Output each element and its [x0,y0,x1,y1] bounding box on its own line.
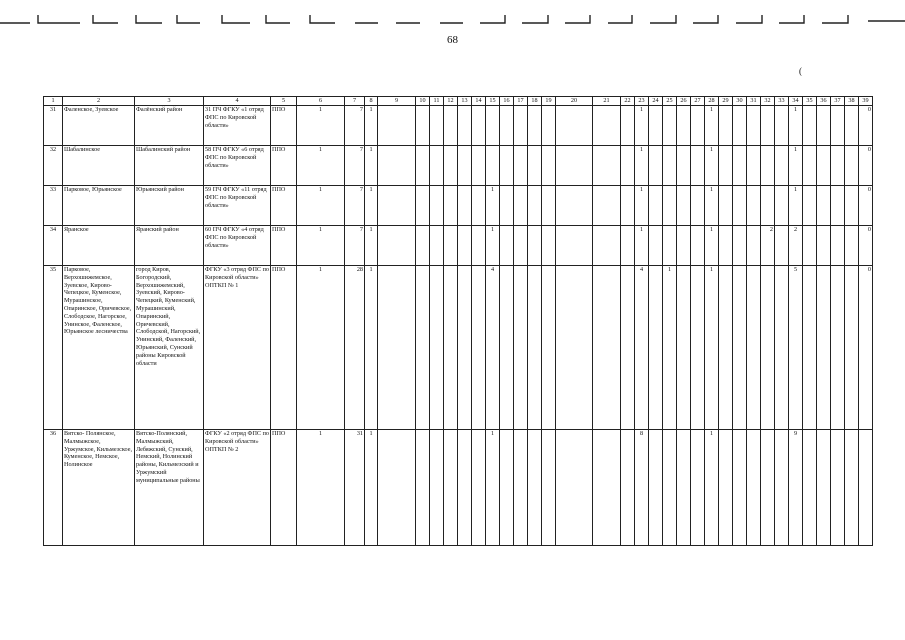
table-cell [621,266,635,430]
col-header: 3 [135,97,204,106]
table-cell [556,226,593,266]
table-cell: 34 [44,226,63,266]
table-cell [430,186,444,226]
table-cell [691,146,705,186]
table-cell [514,146,528,186]
table-cell: 1 [705,146,719,186]
table-cell [458,146,472,186]
table-cell [761,146,775,186]
table-cell: 7 [345,186,365,226]
table-cell [472,430,486,546]
table-cell [719,226,733,266]
col-header: 8 [365,97,378,106]
table-cell: 4 [486,266,500,430]
table-cell: 4 [635,266,649,430]
table-cell: 1 [297,186,345,226]
table-cell [691,226,705,266]
table-cell: 1 [705,186,719,226]
table-cell [775,430,789,546]
table-cell [747,106,761,146]
table-cell: 1 [663,266,677,430]
table-row [44,146,873,186]
table-cell [803,430,817,546]
table-cell [500,266,514,430]
table-cell: 1 [635,146,649,186]
table-cell [663,146,677,186]
table-cell [472,106,486,146]
table-cell [430,430,444,546]
table-cell [803,186,817,226]
table-cell: Юрьянский район [135,186,204,226]
table-cell [719,266,733,430]
table-cell [859,430,873,546]
table-cell: 36 [44,430,63,546]
table-cell: 1 [486,430,500,546]
table-cell: 1 [486,226,500,266]
col-header: 11 [430,97,444,106]
table-cell: 2 [789,226,803,266]
table-cell [719,430,733,546]
col-header: 22 [621,97,635,106]
col-header: 18 [528,97,542,106]
table-cell: Парковое, Юрьянское [63,186,135,226]
table-cell [803,106,817,146]
col-header: 20 [556,97,593,106]
table-cell: 8 [635,430,649,546]
table-cell [803,266,817,430]
table-cell: ППО [271,226,297,266]
table-cell [621,430,635,546]
table-cell [593,430,621,546]
table-cell: Яранское [63,226,135,266]
table-cell [500,146,514,186]
table-cell [733,266,747,430]
table-cell [649,430,663,546]
table-cell: 1 [297,430,345,546]
table-cell [500,430,514,546]
table-cell [458,186,472,226]
col-header: 24 [649,97,663,106]
table-cell [472,266,486,430]
table-cell [542,106,556,146]
table-cell: 28 [345,266,365,430]
table-cell [747,186,761,226]
table-cell [845,226,859,266]
registry-table [43,96,873,546]
table-cell: 0 [859,186,873,226]
table-cell [719,186,733,226]
table-cell [378,106,416,146]
table-cell [528,186,542,226]
table-cell [817,226,831,266]
table-cell [817,430,831,546]
table-cell: 7 [345,146,365,186]
table-row [44,106,873,146]
table-cell [542,430,556,546]
table-cell: 1 [486,186,500,226]
table-cell: 0 [859,266,873,430]
table-cell [817,146,831,186]
table-cell [733,430,747,546]
column-number-header [44,97,873,106]
table-cell [378,146,416,186]
table-cell [472,186,486,226]
table-cell [444,186,458,226]
table-cell: 35 [44,266,63,430]
table-cell [416,266,430,430]
table-cell [500,106,514,146]
table-row [44,430,873,546]
table-cell: Яранский район [135,226,204,266]
table-cell: 1 [297,146,345,186]
table-cell: 31 ПЧ ФГКУ «1 отряд ФПС по Кировской области» [204,106,271,146]
table-cell [416,430,430,546]
table-cell [556,186,593,226]
table-cell [649,146,663,186]
table-cell [500,186,514,226]
table-cell: 60 ПЧ ФГКУ «4 отряд ФПС по Кировской области» [204,226,271,266]
table-cell [528,146,542,186]
table-cell: 1 [789,186,803,226]
table-cell [542,186,556,226]
table-cell [514,106,528,146]
table-cell: ППО [271,186,297,226]
table-cell [691,430,705,546]
col-header: 4 [204,97,271,106]
table-cell [556,266,593,430]
table-cell: 1 [789,106,803,146]
table-cell: 7 [345,226,365,266]
table-cell: Шабалинский район [135,146,204,186]
col-header: 2 [63,97,135,106]
table-cell: 1 [365,146,378,186]
table-cell [444,430,458,546]
table-cell: 31 [345,430,365,546]
table-cell [677,266,691,430]
table-cell: 1 [297,226,345,266]
table-cell [761,266,775,430]
table-cell [677,226,691,266]
col-header: 13 [458,97,472,106]
table-cell [663,430,677,546]
table-cell [444,226,458,266]
table-cell [775,106,789,146]
table-cell [472,146,486,186]
table-cell [803,226,817,266]
table-cell [556,146,593,186]
table-cell [747,146,761,186]
table-cell: 31 [44,106,63,146]
table-cell: ППО [271,266,297,430]
table-cell [803,146,817,186]
table-cell: Фалёнский район [135,106,204,146]
table-cell: 33 [44,186,63,226]
table-cell: 1 [365,186,378,226]
table-cell [430,146,444,186]
table-cell: 1 [635,226,649,266]
table-cell [378,430,416,546]
table-cell [593,266,621,430]
corner-mark: ( [799,66,802,76]
table-cell [831,186,845,226]
col-header: 35 [803,97,817,106]
table-cell [845,186,859,226]
col-header: 31 [747,97,761,106]
table-cell: ФГКУ «3 отряд ФПС по Кировской области» ОПТКП № 1 [204,266,271,430]
table-cell [444,146,458,186]
table-cell: 32 [44,146,63,186]
table-cell: Парковое, Верхошижемское, Зуевское, Кирово-Чепецкое, Куменское, Мурашинское, Опаринское, Оричевское, Слободское, Нагорское, Унинское, Фаленское, Юрьянское лесничества [63,266,135,430]
table-cell: 2 [761,226,775,266]
table-cell [378,266,416,430]
col-header: 15 [486,97,500,106]
table-cell [378,186,416,226]
table-cell [845,430,859,546]
table-cell [719,106,733,146]
table-cell [514,430,528,546]
table-cell [677,146,691,186]
table-cell: 0 [859,226,873,266]
table-cell: 1 [789,146,803,186]
table-cell [416,146,430,186]
table-cell: 0 [859,146,873,186]
table-cell [500,226,514,266]
table-cell [677,186,691,226]
table-cell: 9 [789,430,803,546]
col-header: 7 [345,97,365,106]
table-cell [775,186,789,226]
col-header: 32 [761,97,775,106]
table-cell [486,106,500,146]
col-header: 34 [789,97,803,106]
table-cell [733,106,747,146]
table-row [44,186,873,226]
table-cell [621,226,635,266]
table-cell [416,106,430,146]
col-header: 36 [817,97,831,106]
table-cell [528,266,542,430]
col-header: 12 [444,97,458,106]
table-cell: 1 [635,186,649,226]
table-cell [416,226,430,266]
col-header: 38 [845,97,859,106]
table-cell: 59 ПЧ ФГКУ «11 отряд ФПС по Кировской области» [204,186,271,226]
table-cell [528,106,542,146]
table-cell: 1 [705,226,719,266]
table-cell: 1 [365,226,378,266]
col-header: 28 [705,97,719,106]
table-cell [845,106,859,146]
table-cell: ФГКУ «2 отряд ФПС по Кировской области» ОПТКП № 2 [204,430,271,546]
table-cell [761,106,775,146]
table-cell: 1 [705,106,719,146]
table-cell [593,226,621,266]
col-header: 17 [514,97,528,106]
table-cell: 0 [859,106,873,146]
table-cell [747,430,761,546]
table-cell [458,266,472,430]
table-cell [691,186,705,226]
col-header: 30 [733,97,747,106]
table-cell [831,106,845,146]
table-cell [649,186,663,226]
table-cell: ППО [271,430,297,546]
table-cell [649,106,663,146]
table-cell [458,226,472,266]
table-cell [458,106,472,146]
table-cell [663,186,677,226]
table-cell: 1 [365,430,378,546]
table-cell [677,430,691,546]
col-header: 37 [831,97,845,106]
table-cell [733,146,747,186]
table-cell [593,106,621,146]
table-cell [733,186,747,226]
table-cell: ППО [271,146,297,186]
table-cell [528,430,542,546]
table-cell: 1 [705,430,719,546]
binder-edge-marks [0,0,905,30]
col-header: 23 [635,97,649,106]
table-cell: 1 [635,106,649,146]
table-cell [378,226,416,266]
table-cell [775,226,789,266]
col-header: 26 [677,97,691,106]
table-cell [761,186,775,226]
table-cell [677,106,691,146]
table-cell: 1 [297,266,345,430]
table-cell [556,106,593,146]
table-cell [486,146,500,186]
table-cell [663,226,677,266]
col-header: 25 [663,97,677,106]
table-cell [542,266,556,430]
col-header: 29 [719,97,733,106]
table-cell [458,430,472,546]
table-cell [817,266,831,430]
table-cell [444,106,458,146]
table-cell: ППО [271,106,297,146]
table-cell [514,186,528,226]
col-header: 6 [297,97,345,106]
table-cell [593,186,621,226]
table-cell: город Киров, Богородский, Верхошижемский, Зуевский, Кирово-Чепецкий, Куменский, Мурашинский, Опаринский, Оричевский, Слободской, Нагорский, Унинский, Фаленский, Юрьянский, Сунский районы Кировской области [135,266,204,430]
table-cell [845,146,859,186]
col-header: 9 [378,97,416,106]
table-cell [621,146,635,186]
col-header: 16 [500,97,514,106]
table-cell [817,106,831,146]
table-cell [831,226,845,266]
col-header: 39 [859,97,873,106]
table-cell [542,226,556,266]
table-cell [621,106,635,146]
table-cell [761,430,775,546]
table-cell [593,146,621,186]
table-cell [663,106,677,146]
table-cell: 5 [789,266,803,430]
table-cell [733,226,747,266]
table-cell: Вятско-Полянский, Малмыжский, Лебяжский, Сунский, Немский, Нолинский районы, Кильмезский и Уржумский муниципальные районы [135,430,204,546]
col-header: 1 [44,97,63,106]
table-cell [514,226,528,266]
col-header: 21 [593,97,621,106]
table-cell [556,430,593,546]
table-cell [649,266,663,430]
table-cell: 1 [365,266,378,430]
table-cell: Вятско- Полянское, Малмыжское, Уржумское, Кильмезское, Куменское, Немское, Нолинское [63,430,135,546]
table-cell: 7 [345,106,365,146]
table-row [44,266,873,430]
table-cell [719,146,733,186]
col-header: 19 [542,97,556,106]
table-cell [430,266,444,430]
table-cell [542,146,556,186]
table-cell [621,186,635,226]
table-cell: 58 ПЧ ФГКУ «6 отряд ФПС по Кировской области» [204,146,271,186]
table-cell [691,266,705,430]
table-cell [430,226,444,266]
table-cell: 1 [705,266,719,430]
table-cell [775,266,789,430]
table-cell [444,266,458,430]
table-cell [817,186,831,226]
table-cell [831,430,845,546]
table-cell: Фаленское, Зуевское [63,106,135,146]
table-cell [747,226,761,266]
table-cell: 1 [365,106,378,146]
table-cell [747,266,761,430]
table-cell [514,266,528,430]
table-cell [416,186,430,226]
col-header: 14 [472,97,486,106]
table-cell [691,106,705,146]
table-row [44,226,873,266]
table-cell [430,106,444,146]
col-header: 33 [775,97,789,106]
table-cell [845,266,859,430]
table-cell: 1 [297,106,345,146]
table-cell [472,226,486,266]
table-cell [831,266,845,430]
table-cell [831,146,845,186]
table-cell [775,146,789,186]
col-header: 27 [691,97,705,106]
table-cell [649,226,663,266]
table-cell [528,226,542,266]
page-number: 68 [447,34,458,46]
col-header: 5 [271,97,297,106]
table-cell: Шабалинское [63,146,135,186]
col-header: 10 [416,97,430,106]
